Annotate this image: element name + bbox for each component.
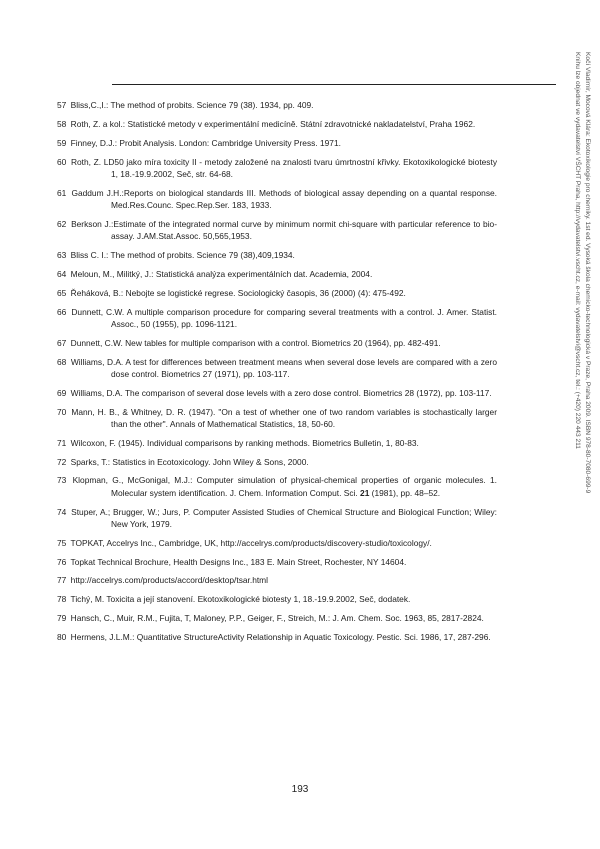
reference-number: 64 [57,268,67,279]
reference-number: 72 [57,456,67,467]
reference-item [57,249,497,261]
reference-text: Gaddum J.H.:Reports on biological standards III. Methods of biological assay depending on a quantal response. Med.Res.Counc. Spec.Rep.Ser. 183, 1933. [71,187,498,210]
side-note-citation: Kočí Vladimír, Mocová Klára: Ekotoxikologie pro chemiky. 1st ed. Vysoká škola chemicko-technologická v Praze, Praha 2009. ISBN 978-80-7080-699-9 [584,52,592,494]
reference-item [57,218,497,242]
reference-item [57,506,497,530]
volume-bold: 21 [360,487,370,498]
reference-number: 62 [57,218,67,229]
reference-text: Roth, Z. LD50 jako míra toxicity II - metody založené na znalosti tvaru úmrtnostní křivky. Ekotoxikologické biotesty 1, 18.-19.9.2002, Seč, str. 64-68. [70,156,498,179]
reference-text: Tichý, M. Toxicita a její stanovení. Ekotoxikologické biotesty 1, 18.-19.9.2002, Seč, dodatek. [70,594,411,605]
reference-number: 68 [57,356,67,367]
reference-number: 58 [57,118,67,129]
reference-number: 74 [57,506,67,517]
reference-text-part: Klopman, G., McGonigal, M.J.: Computer simulation of physical-chemical properties of organic molecules. 1. Molecular system identification. J. Chem. Information Comput. Sci. [72,475,497,498]
reference-number: 66 [57,306,67,317]
reference-number: 61 [57,187,67,198]
reference-item [57,356,497,380]
reference-text: Topkat Technical Brochure, Health Designs Inc., 183 E. Main Street, Rochester, NY 14604. [70,556,407,567]
reference-number: 78 [57,594,67,605]
reference-text: Hermens, J.L.M.: Quantitative StructureActivity Relationship in Aquatic Toxicology. Pestic. Sci. 1986, 17, 287-296. [70,632,491,643]
reference-text: Wilcoxon, F. (1945). Individual comparisons by ranking methods. Biometrics Bulletin, 1, 80-83. [70,437,419,448]
page-number: 193 [291,784,309,795]
reference-text: http://accelrys.com/products/accord/desktop/tsar.html [70,575,269,586]
reference-text: Williams, D.A. A test for differences between treatment means when several dose levels are compared with a zero dose control. Biometrics 27 (1971), pp. 103-117. [70,356,497,379]
reference-item [57,574,497,586]
reference-number: 69 [57,387,67,398]
reference-item [57,593,497,605]
reference-number: 67 [57,337,67,348]
reference-item [57,387,497,399]
reference-text: Williams, D.A. The comparison of several dose levels with a zero dose control. Biometrics 28 (1972), pp. 103-117. [70,387,492,398]
reference-text: Dunnett, C.W. New tables for multiple comparison with a control. Biometrics 20 (1964), pp. 482-491. [70,337,441,348]
reference-number: 63 [57,249,67,260]
reference-item [57,406,497,430]
reference-item [57,437,497,449]
reference-text: Roth, Z. a kol.: Statistické metody v experimentální medicíně. Státní zdravotnické nakladatelství, Praha 1962. [70,118,476,129]
reference-text-part: (1981), pp. 48–52. [369,487,441,498]
reference-item [57,537,497,549]
reference-item [57,268,497,280]
reference-item [57,474,497,498]
reference-number: 79 [57,613,67,624]
reference-number: 57 [57,100,67,110]
reference-number: 60 [57,156,67,167]
reference-number: 70 [57,406,67,417]
reference-item [57,337,497,349]
reference-text: Řeháková, B.: Nebojte se logistické regrese. Sociologický časopis, 36 (2000) (4): 475-492. [70,287,406,298]
reference-text: Bliss C. I.: The method of probits. Science 79 (38),409,1934. [70,249,295,260]
reference-item [57,137,497,149]
reference-text: TOPKAT, Accelrys Inc., Cambridge, UK, http://accelrys.com/products/discovery-studio/toxicology/. [70,537,432,548]
reference-number: 71 [57,437,67,448]
reference-text: Finney, D.J.: Probit Analysis. London: Cambridge University Press. 1971. [70,137,341,148]
side-publisher-note [573,52,592,652]
reference-text: Sparks, T.: Statistics in Ecotoxicology. John Wiley & Sons, 2000. [70,456,309,467]
reference-item [57,456,497,468]
reference-item [57,287,497,299]
reference-text: Hansch, C., Muir, R.M., Fujita, T, Maloney, P.P., Geiger, F., Streich, M.: J. Am. Chem. Soc. 1963, 85, 2817-2824. [70,613,484,624]
reference-text [73,475,497,497]
side-note-order-info: Knihu lze objednat ve vydavatelství VŠCHT Praha, http://vydavatelstvi.vscht.cz, e-mail: vydavatelstvi@vscht.cz, tel.: (+420) 220 443 211 [574,52,582,449]
reference-number: 76 [57,556,67,567]
reference-item [57,118,497,130]
reference-text: Meloun, M., Militký, J.: Statistická analýza experimentálních dat. Academia, 2004. [70,268,373,279]
reference-text: Stuper, A.; Brugger, W.; Jurs, P. Computer Assisted Studies of Chemical Structure and Biological Function; Wiley: New York, 1979. [71,506,498,529]
reference-number: 80 [57,632,67,643]
reference-item [57,156,497,180]
header-rule [112,84,556,85]
reference-item [57,187,497,211]
reference-list [57,99,497,650]
reference-number: 77 [57,575,67,586]
reference-item [57,612,497,624]
reference-item [57,306,497,330]
reference-number: 73 [57,475,67,486]
reference-text: Dunnett, C.W. A multiple comparison procedure for comparing several treatments with a control. J. Amer. Statist. Assoc., 50 (1955), pp. 1096-1121. [71,306,497,329]
reference-number: 59 [57,137,67,148]
reference-item [57,556,497,568]
reference-text: Bliss,C.,I.: The method of probits. Science 79 (38). 1934, pp. 409. [70,100,314,110]
reference-text: Mann, H. B., & Whitney, D. R. (1947). "On a test of whether one of two random variables is stochastically larger than the other". Annals of Mathematical Statistics, 18, 50-60. [71,406,498,429]
reference-number: 65 [57,287,67,298]
reference-item [57,99,497,111]
reference-text: Berkson J.:Estimate of the integrated normal curve by minimum normit chi-square with particular reference to bio-assay. J.AM.Stat.Assoc. 50,565,1953. [71,218,497,242]
reference-item [57,631,497,643]
reference-number: 75 [57,537,67,548]
